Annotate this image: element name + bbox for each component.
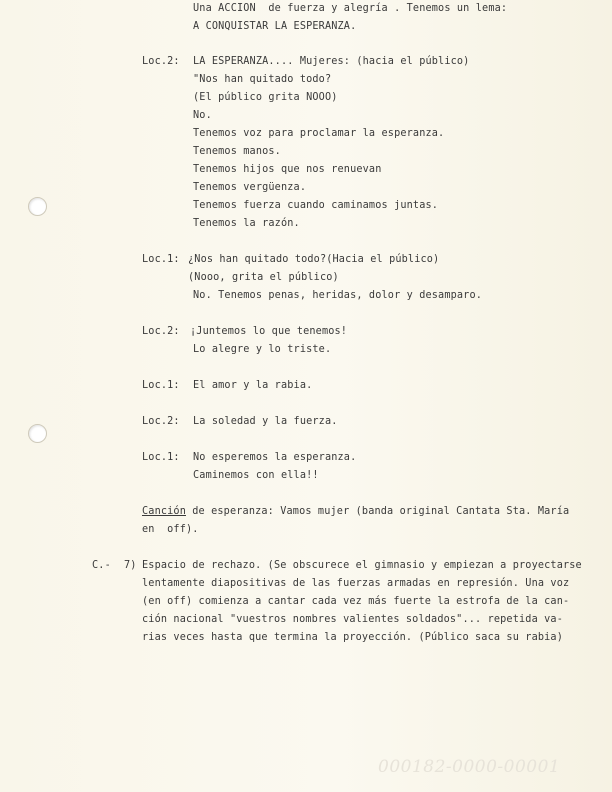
speaker-label: Loc.1: [142,452,180,463]
dialogue-line: ¿Nos han quitado todo?(Hacia el público) [188,254,440,265]
speaker-label: Loc.2: [142,326,180,337]
paragraph-line: lentamente diapositivas de las fuerzas armadas en represión. Una voz [142,578,570,589]
archive-stamp: 000182-0000-00001 [378,757,561,777]
section-number: 7) [124,560,137,571]
dialogue-line: Tenemos voz para proclamar la esperanza. [193,128,445,139]
speaker-label: Loc.2: [142,416,180,427]
section-label: C.- [92,560,111,571]
song-note [142,506,569,518]
song-note-text: de esperanza: Vamos mujer (banda original Cantata Sta. María [185,506,570,517]
dialogue-line: "Nos han quitado todo? [193,74,332,85]
dialogue-line: El amor y la rabia. [193,380,313,391]
song-note-line-2: en off). [142,524,199,535]
dialogue-line: LA ESPERANZA.... Mujeres: (hacia el público) [193,56,470,67]
punch-hole-bottom [28,424,47,443]
dialogue-line: Tenemos hijos que nos renuevan [193,164,382,175]
dialogue-line: Lo alegre y lo triste. [193,344,332,355]
paragraph-line: rias veces hasta que termina la proyección. (Público saca su rabia) [142,632,563,643]
dialogue-line: (El público grita NOOO) [193,92,338,103]
speaker-label: Loc.1: [142,380,180,391]
dialogue-line: Tenemos vergüenza. [193,182,307,193]
dialogue-line: Tenemos fuerza cuando caminamos juntas. [193,200,439,211]
dialogue-line: (Nooo, grita el público) [188,272,339,283]
dialogue-line: Tenemos la razón. [193,218,300,229]
paragraph-line: ción nacional "vuestros nombres valientes soldados"... repetida va- [142,614,563,625]
paragraph-line: Espacio de rechazo. (Se obscurece el gimnasio y empiezan a proyectarse [142,560,582,571]
dialogue-line: Caminemos con ella!! [193,470,319,481]
dialogue-line: No esperemos la esperanza. [193,452,357,463]
dialogue-line: No. Tenemos penas, heridas, dolor y desamparo. [193,290,483,301]
dialogue-line: No. [193,110,212,121]
text-line: A CONQUISTAR LA ESPERANZA. [193,21,357,32]
dialogue-line: La soledad y la fuerza. [193,416,338,427]
dialogue-line: Tenemos manos. [193,146,281,157]
punch-hole-top [28,197,47,216]
paragraph-line: (en off) comienza a cantar cada vez más fuerte la estrofa de la can- [142,596,570,607]
speaker-label: Loc.1: [142,254,180,265]
speaker-label: Loc.2: [142,56,180,67]
dialogue-line: ¡Juntemos lo que tenemos! [190,326,348,337]
text-line: Una ACCION de fuerza y alegría . Tenemos un lema: [193,3,508,14]
song-note-underlined: Canción [142,506,186,517]
